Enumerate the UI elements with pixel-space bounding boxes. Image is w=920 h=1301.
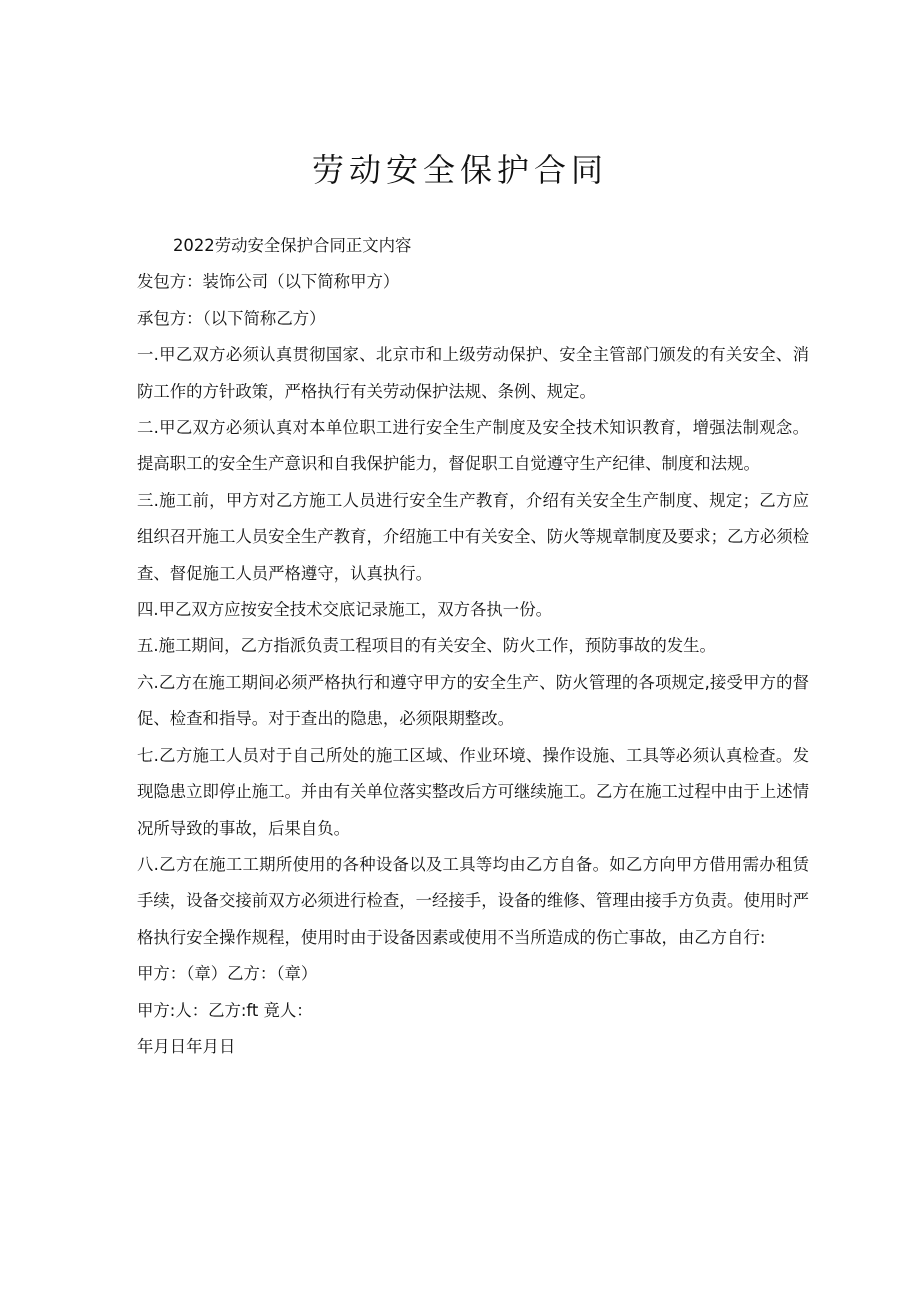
contractor-line: 发包方：装饰公司（以下简称甲方）: [137, 272, 400, 292]
clause-6: 六.乙方在施工期间必须严格执行和遵守甲方的安全生产、防火管理的各项规定,接受甲方的督促、检查和指导。对于查出的隐患，必须限期整改。: [137, 672, 809, 729]
clause-3: 三.施工前，甲方对乙方施工人员进行安全生产教育，介绍有关安全生产制度、规定；乙方应组织召开施工人员安全生产教育，介绍施工中有关安全、防火等规章制度及要求；乙方必须检查、督促施工人员严格遵守，认真执行。: [137, 490, 810, 583]
seal-line: 甲方：（章）乙方：（章）: [137, 964, 318, 984]
clause-7: 七.乙方施工人员对于自己所处的施工区域、作业环境、操作设施、工具等必须认真检查。发现隐患立即停止施工。并由有关单位落实整改后方可继续施工。乙方在施工过程中由于上述情况所导致的事故，后果自负。: [137, 745, 810, 838]
document-title: 劳动安全保护合同: [311, 151, 608, 189]
subtitle-line: 2022劳动安全保护合同正文内容: [173, 236, 412, 255]
clause-4: 四.甲乙双方应按安全技术交底记录施工，双方各执一份。: [137, 600, 552, 620]
representative-line: 甲方:人：乙方:ft 竟人：: [137, 1000, 313, 1020]
clause-5: 五.施工期间，乙方指派负责工程项目的有关安全、防火工作，预防事故的发生。: [137, 636, 716, 656]
date-line: 年月日年月日: [137, 1036, 236, 1056]
clause-1: 一.甲乙双方必须认真贯彻国家、北京市和上级劳动保护、安全主管部门颁发的有关安全、消防工作的方针政策，严格执行有关劳动保护法规、条例、规定。: [137, 345, 809, 401]
clause-2: 二.甲乙双方必须认真对本单位职工进行安全生产制度及安全技术知识教育，增强法制观念。提高职工的安全生产意识和自我保护能力，督促职工自觉遵守生产纪律、制度和法规。: [137, 418, 809, 474]
subcontractor-line: 承包方：（以下简称乙方）: [137, 308, 326, 328]
document-body: [137, 228, 809, 1065]
clause-8: 八.乙方在施工工期所使用的各种设备以及工具等均由乙方自备。如乙方向甲方借用需办租赁手续，设备交接前双方必须进行检查，一经接手，设备的维修、管理由接手方负责。使用时严格执行安全操作规程，使用时由于设备因素或使用不当所造成的伤亡事故，由乙方自行:: [137, 854, 810, 947]
